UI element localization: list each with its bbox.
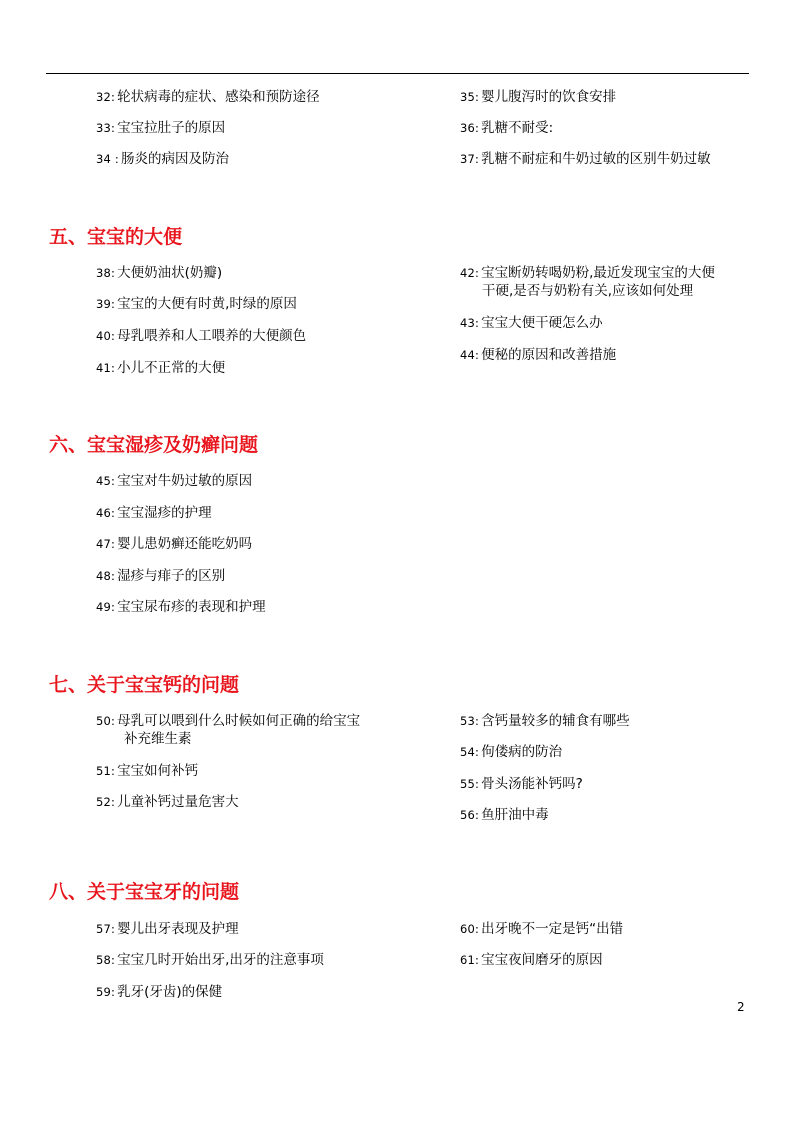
entry-number: 60:: [460, 922, 480, 936]
entry-title: 宝宝几时开始出牙,出牙的注意事项: [117, 952, 324, 968]
entry-number: 36:: [460, 121, 480, 135]
entry-title: 宝宝大便干硬怎么办: [481, 315, 603, 331]
toc-entry[interactable]: [460, 314, 603, 332]
toc-entry[interactable]: [96, 793, 239, 811]
entry-number: 55:: [460, 777, 480, 791]
entry-number: 39:: [96, 297, 116, 311]
entry-number: 57:: [96, 922, 116, 936]
entry-number: 53:: [460, 714, 480, 728]
entry-title: 母乳可以喂到什么时候如何正确的给宝宝: [117, 713, 361, 729]
entry-title: 小儿不正常的大便: [117, 360, 226, 376]
toc-entry[interactable]: [96, 88, 320, 106]
entry-title: 乳糖不耐症和牛奶过敏的区别牛奶过敏: [481, 151, 711, 167]
toc-entry[interactable]: [460, 712, 630, 730]
toc-entry[interactable]: [460, 88, 616, 106]
entry-title: 含钙量较多的辅食有哪些: [481, 713, 630, 729]
entry-title: 肠炎的病因及防治: [120, 151, 229, 167]
entry-number: 61:: [460, 953, 480, 967]
page-number: 2: [737, 1000, 745, 1014]
entry-number: 44:: [460, 348, 480, 362]
toc-entry[interactable]: [460, 346, 616, 364]
toc-entry[interactable]: [96, 983, 222, 1001]
entry-title: 乳糖不耐受:: [481, 120, 554, 136]
entry-title: 宝宝夜间磨牙的原因: [481, 952, 603, 968]
toc-entry[interactable]: [96, 567, 225, 585]
toc-entry[interactable]: [96, 359, 225, 377]
entry-number: 51:: [96, 764, 116, 778]
entry-number: 32:: [96, 90, 116, 104]
entry-title: 佝偻病的防治: [481, 744, 563, 760]
entry-number: 46:: [96, 506, 116, 520]
toc-entry[interactable]: [96, 119, 225, 137]
entry-title: 儿童补钙过量危害大: [117, 794, 239, 810]
toc-entry[interactable]: [96, 762, 198, 780]
entry-title: 大便奶油状(奶瓣): [117, 265, 223, 281]
entry-number: 54:: [460, 745, 480, 759]
toc-entry[interactable]: [460, 951, 603, 969]
section-heading: 七、关于宝宝钙的问题: [49, 674, 240, 696]
entry-title: 骨头汤能补钙吗?: [481, 776, 583, 792]
entry-number: 33:: [96, 121, 116, 135]
entry-number: 35:: [460, 90, 480, 104]
header-rule: [46, 73, 749, 74]
entry-number: 40:: [96, 329, 116, 343]
entry-number: 49:: [96, 600, 116, 614]
entry-title: 宝宝拉肚子的原因: [117, 120, 226, 136]
entry-number: 52:: [96, 795, 116, 809]
entry-number: 58:: [96, 953, 116, 967]
entry-title: 鱼肝油中毒: [481, 807, 549, 823]
entry-number: 45:: [96, 474, 116, 488]
entry-title: 便秘的原因和改善措施: [481, 347, 617, 363]
toc-entry[interactable]: [96, 264, 222, 282]
toc-entry[interactable]: [460, 920, 623, 938]
entry-number: 47:: [96, 537, 116, 551]
section-heading: 六、宝宝湿疹及奶癣问题: [49, 434, 259, 456]
toc-entry[interactable]: [96, 920, 239, 938]
toc-entry[interactable]: [96, 150, 229, 168]
toc-entry[interactable]: [460, 119, 553, 137]
toc-entry[interactable]: [96, 535, 252, 553]
entry-title: 宝宝尿布疹的表现和护理: [117, 599, 266, 615]
toc-entry[interactable]: [460, 806, 549, 824]
entry-title-continued: 干硬,是否与奶粉有关,应该如何处理: [482, 283, 694, 299]
entry-number: 59:: [96, 985, 116, 999]
entry-number: 42:: [460, 266, 480, 280]
entry-title: 轮状病毒的症状、感染和预防途径: [117, 89, 320, 105]
entry-title: 出牙晚不一定是钙“出错: [481, 921, 624, 937]
toc-entry[interactable]: [460, 743, 562, 761]
toc-entry[interactable]: [96, 295, 297, 313]
toc-entry[interactable]: [460, 775, 583, 793]
section-heading: 五、宝宝的大便: [49, 226, 183, 248]
entry-number: 38:: [96, 266, 116, 280]
toc-entry[interactable]: [96, 598, 266, 616]
entry-title-continued: 补充维生素: [124, 731, 192, 747]
entry-title: 宝宝湿疹的护理: [117, 505, 212, 521]
entry-number: 50:: [96, 714, 116, 728]
entry-title: 母乳喂养和人工喂养的大便颜色: [117, 328, 307, 344]
entry-title: 湿疹与痱子的区别: [117, 568, 226, 584]
entry-title: 宝宝对牛奶过敏的原因: [117, 473, 253, 489]
section-heading: 八、关于宝宝牙的问题: [49, 881, 240, 903]
toc-entry[interactable]: [96, 504, 212, 522]
entry-title: 乳牙(牙齿)的保健: [117, 984, 223, 1000]
entry-title: 婴儿出牙表现及护理: [117, 921, 239, 937]
toc-entry[interactable]: [460, 264, 715, 300]
toc-entry[interactable]: [96, 327, 306, 345]
toc-entry[interactable]: [96, 712, 360, 748]
toc-entry[interactable]: [96, 472, 252, 490]
entry-title: 宝宝断奶转喝奶粉,最近发现宝宝的大便: [481, 265, 715, 281]
toc-entry[interactable]: [460, 150, 711, 168]
entry-number: 37:: [460, 152, 480, 166]
entry-number: 43:: [460, 316, 480, 330]
entry-number: 56:: [460, 808, 480, 822]
entry-number: 34 :: [96, 152, 119, 166]
entry-title: 宝宝如何补钙: [117, 763, 199, 779]
entry-title: 婴儿患奶癣还能吃奶吗: [117, 536, 253, 552]
entry-title: 婴儿腹泻时的饮食安排: [481, 89, 617, 105]
entry-title: 宝宝的大便有时黄,时绿的原因: [117, 296, 297, 312]
entry-number: 41:: [96, 361, 116, 375]
entry-number: 48:: [96, 569, 116, 583]
toc-entry[interactable]: [96, 951, 324, 969]
